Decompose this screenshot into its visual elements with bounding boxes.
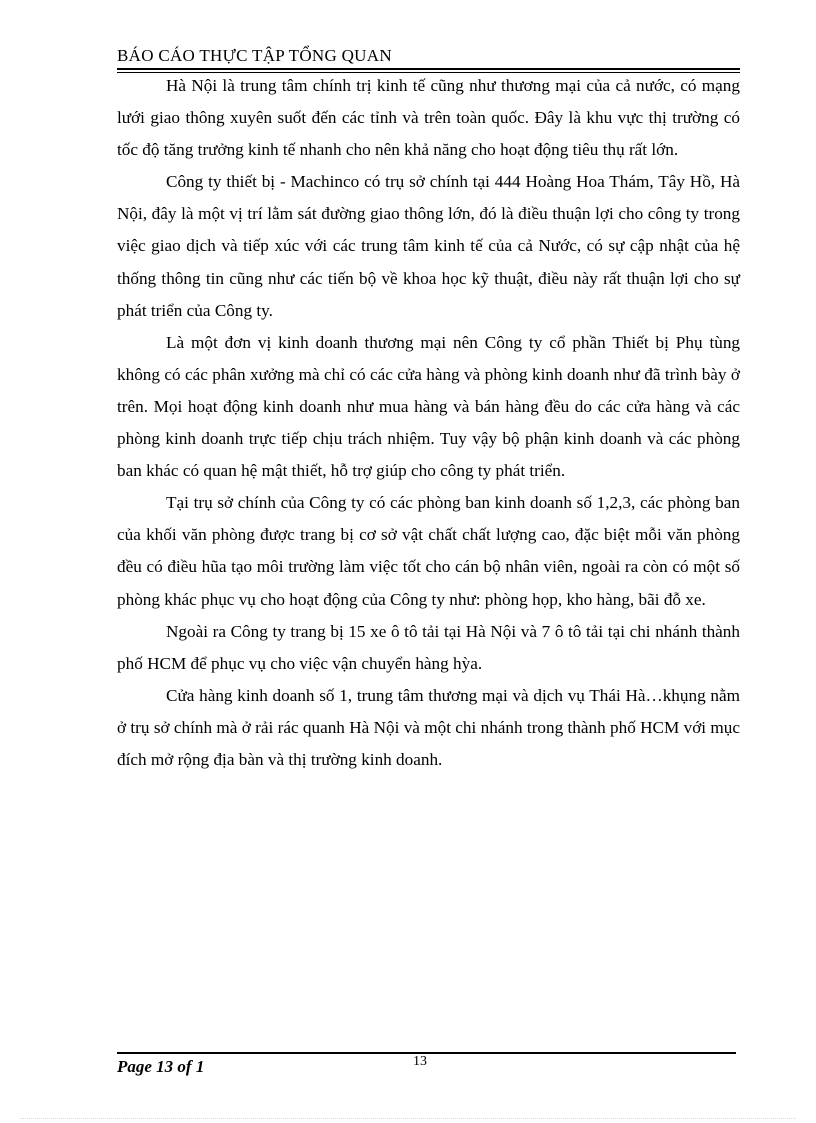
paragraph-6: Cửa hàng kinh doanh số 1, trung tâm thương mại và dịch vụ Thái Hà…khụng nằm ở trụ sở chính mà ở rải rác quanh Hà Nội và một chi nhánh trong thành phố HCM với mục đích mở rộng địa bàn và thị trường kinh doanh. (117, 685, 740, 769)
paragraph-2: Công ty thiết bị - Machinco có trụ sở chính tại 444 Hoàng Hoa Thám, Tây Hồ, Hà Nội, đây là một vị trí lằm sát đường giao thông lớn, đó là điều thuận lợi cho công ty trong việc giao dịch và tiếp xúc với các trung tâm kinh tế của cả Nước, có sự cập nhật của hệ thống thông tin cũng như các tiến bộ về khoa học kỹ thuật, điều này rất thuận lợi cho sự phát triển của Công ty. (117, 172, 740, 320)
footer-page-number: 13 (413, 1054, 427, 1069)
paragraph-1: Hà Nội là trung tâm chính trị kinh tế cũng như thương mại của cả nước, có mạng lưới giao thông xuyên suốt đến các tỉnh và trên toàn quốc. Đây là khu vực thị trường có tốc độ tăng trưởng kinh tế nhanh cho nên khả năng cho hoạt động tiêu thụ rất lớn. (117, 76, 740, 160)
report-header-title: BÁO CÁO THỰC TẬP TỔNG QUAN (117, 46, 392, 65)
paragraph-5: Ngoài ra Công ty trang bị 15 xe ô tô tải tại Hà Nội và 7 ô tô tải tại chi nhánh thành phố HCM để phục vụ cho việc vận chuyển hàng hỳa. (117, 621, 740, 673)
footer-page-label: Page 13 of 1 (117, 1057, 205, 1076)
paragraph-4: Tại trụ sở chính của Công ty có các phòng ban kinh doanh số 1,2,3, các phòng ban của khối văn phòng được trang bị cơ sở vật chất chất lượng cao, đặc biệt mỗi văn phòng đều có điều hũa tạo môi trường làm việc tốt cho cán bộ nhân viên, ngoài ra còn có một số phòng khác phục vụ cho hoạt động của Công ty như: phòng họp, kho hàng, bãi đỗ xe. (117, 493, 740, 609)
page-bottom-edge (20, 1118, 796, 1119)
paragraph-3: Là một đơn vị kinh doanh thương mại nên Công ty cổ phần Thiết bị Phụ tùng không có các phân xưởng mà chỉ có các cửa hàng và phòng kinh doanh như đã trình bày ở trên. Mọi hoạt động kinh doanh như mua hàng và bán hàng đều do các cửa hàng và các phòng kinh doanh trực tiếp chịu trách nhiệm. Tuy vậy bộ phận kinh doanh và các phòng ban khác có quan hệ mật thiết, hỗ trợ giúp cho công ty phát triển. (117, 332, 740, 481)
document-body (117, 70, 740, 776)
